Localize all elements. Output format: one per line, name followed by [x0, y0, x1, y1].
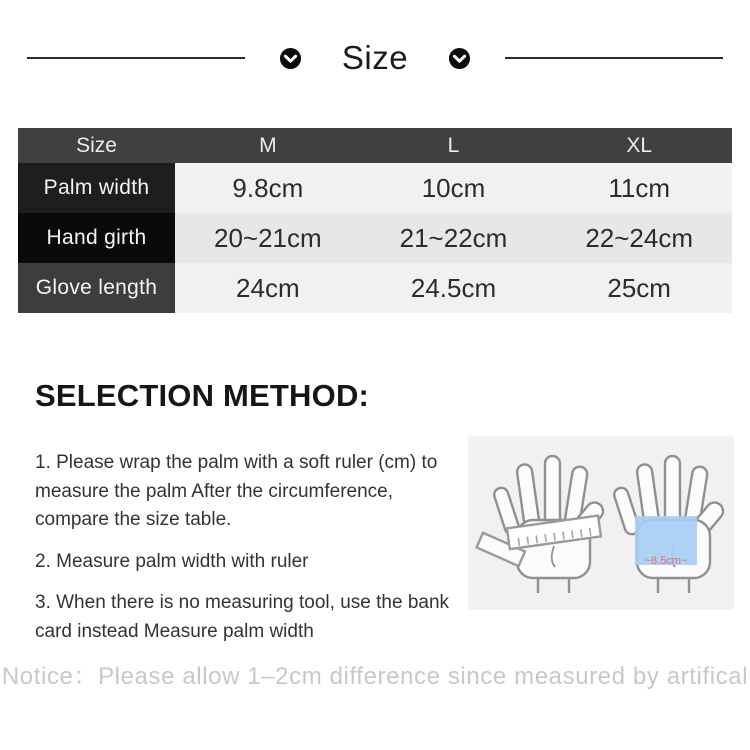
row-label: Glove length [18, 263, 175, 313]
size-table-header-row [18, 128, 732, 163]
cell-value: 10cm [361, 163, 547, 213]
cell-value: 24cm [175, 263, 361, 313]
cell-value: 24.5cm [361, 263, 547, 313]
size-title-row [0, 40, 750, 76]
cell-value: 25cm [546, 263, 732, 313]
size-table [18, 128, 732, 313]
step-3: 3. When there is no measuring tool, use the bank card instead Measure palm width [35, 592, 450, 642]
title-divider-right [505, 57, 723, 59]
chevron-down-icon [279, 47, 302, 70]
selection-method-steps [35, 449, 465, 659]
table-row-hand-girth [18, 213, 732, 263]
chevron-down-icon [448, 47, 471, 70]
row-label: Hand girth [18, 213, 175, 263]
row-label: Palm width [18, 163, 175, 213]
hand-measurement-illustration [468, 436, 734, 610]
measurement-illustration-panel [468, 436, 734, 610]
card-width-label: ~8.5cm~ [644, 555, 688, 567]
cell-value: 21~22cm [361, 213, 547, 263]
step-1: 1. Please wrap the palm with a soft ruler (cm) to measure the palm After the circumference, compare the size table. [35, 452, 438, 530]
cell-value: 20~21cm [175, 213, 361, 263]
selection-method-heading: SELECTION METHOD: [35, 378, 370, 413]
col-header-size: Size [18, 128, 175, 163]
cell-value: 22~24cm [546, 213, 732, 263]
title-divider-left [27, 57, 245, 59]
notice-text: Notice：Please allow 1–2cm difference since measured by artifical [1, 663, 749, 690]
table-row-palm-width [18, 163, 732, 213]
step-2: 2. Measure palm width with ruler [35, 550, 309, 572]
col-header-l: L [361, 128, 547, 163]
hand-with-ruler-illustration [474, 456, 606, 593]
col-header-m: M [175, 128, 361, 163]
col-header-xl: XL [546, 128, 732, 163]
cell-value: 9.8cm [175, 163, 361, 213]
cell-value: 11cm [546, 163, 732, 213]
page-title: Size [341, 39, 409, 76]
table-row-glove-length [18, 263, 732, 313]
